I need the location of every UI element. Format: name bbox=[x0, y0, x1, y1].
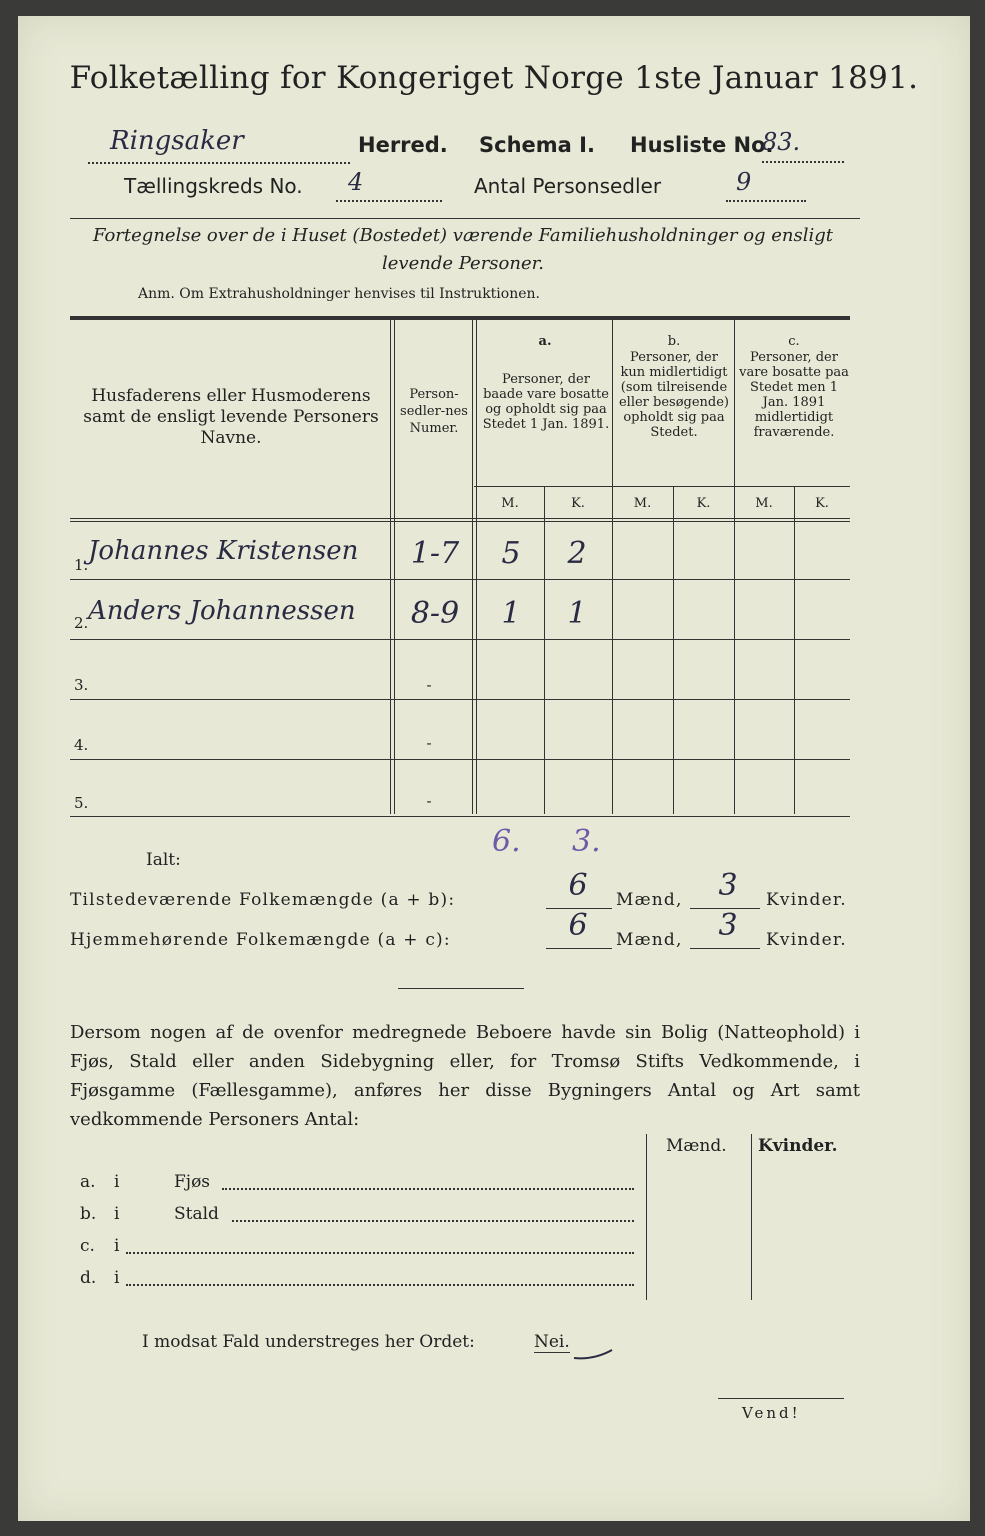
row-number: 2. bbox=[74, 614, 89, 632]
col-line bbox=[794, 486, 795, 814]
header-b-k: K. bbox=[696, 496, 711, 511]
census-form-page bbox=[18, 16, 970, 1521]
ialt-label: Ialt: bbox=[146, 850, 181, 870]
table-head-rule bbox=[70, 518, 850, 519]
row-number: 5. bbox=[74, 794, 89, 812]
bld-label: Fjøs bbox=[174, 1172, 211, 1192]
hjemme-k-line bbox=[690, 948, 760, 949]
row-a-k: 2 bbox=[567, 536, 587, 571]
antal-label: Antal Personsedler bbox=[474, 174, 662, 198]
kreds-label: Tællingskreds No. bbox=[124, 174, 303, 198]
header-names: Husfaderens eller Husmoderens samt de ensligt levende Personers Navne. bbox=[83, 386, 379, 448]
tilstede-m: 6 bbox=[568, 868, 588, 903]
header-numer: Person-sedler-nes Numer. bbox=[400, 387, 468, 436]
husliste-value: 83. bbox=[762, 128, 801, 156]
col-line bbox=[673, 486, 674, 814]
herred-value: Ringsaker bbox=[110, 126, 244, 156]
row-numer: 8-9 bbox=[410, 596, 460, 631]
tilstede-label: Tilstedeværende Folkemængde (a + b): bbox=[70, 890, 456, 910]
col-line bbox=[544, 486, 545, 814]
intro-text: Fortegnelse over de i Huset (Bostedet) værende Familiehusholdninger og ensligt levende Personer. bbox=[92, 225, 834, 274]
hjemme-k: 3 bbox=[718, 908, 738, 943]
row-rule bbox=[70, 816, 850, 817]
bld-letter: b. bbox=[80, 1204, 97, 1224]
vend-rule bbox=[718, 1398, 844, 1399]
ialt-m: 6. bbox=[492, 824, 521, 859]
row-numer: - bbox=[426, 676, 432, 694]
col-maend: Mænd. bbox=[666, 1136, 727, 1156]
kreds-field bbox=[336, 168, 442, 202]
nei-word: Nei. bbox=[534, 1332, 570, 1352]
bld-dotline bbox=[222, 1188, 634, 1190]
table-head-rule-2 bbox=[70, 521, 850, 522]
header-c: Personer, der vare bosatte paa Stedet men 1 Jan. 1891 midlertidigt fraværende. bbox=[739, 350, 849, 440]
header-c-letter: c. bbox=[788, 334, 800, 349]
col-line bbox=[394, 320, 395, 814]
header-c-m: M. bbox=[755, 496, 773, 511]
col-line bbox=[734, 320, 735, 814]
row-rule bbox=[70, 579, 850, 580]
anm-note: Anm. Om Extrahusholdninger henvises til Instruktionen. bbox=[138, 286, 540, 302]
hjemme-m: 6 bbox=[568, 908, 588, 943]
tilstede-kvinder: Kvinder. bbox=[766, 890, 847, 910]
herred-label: Herred. bbox=[358, 133, 448, 157]
tilstede-k: 3 bbox=[718, 868, 738, 903]
bld-i: i bbox=[114, 1204, 120, 1224]
header-a-k: K. bbox=[571, 496, 585, 511]
antal-value: 9 bbox=[736, 168, 752, 196]
divider bbox=[70, 218, 860, 219]
row-rule bbox=[70, 699, 850, 700]
kreds-value: 4 bbox=[348, 168, 364, 196]
bld-letter: c. bbox=[80, 1236, 95, 1256]
schema-label: Schema I. bbox=[479, 133, 595, 157]
row-number: 3. bbox=[74, 676, 89, 694]
row-a-m: 1 bbox=[501, 596, 521, 631]
row-numer: 1-7 bbox=[410, 536, 460, 571]
row-name: Johannes Kristensen bbox=[88, 536, 359, 566]
row-rule bbox=[70, 639, 850, 640]
row-a-m: 5 bbox=[501, 536, 521, 571]
header-b-letter: b. bbox=[667, 334, 681, 349]
vend-label: Vend! bbox=[742, 1404, 801, 1422]
bld-letter: d. bbox=[80, 1268, 97, 1288]
husliste-field bbox=[762, 128, 844, 163]
col-kvinder: Kvinder. bbox=[758, 1136, 838, 1156]
hjemme-kvinder: Kvinder. bbox=[766, 930, 847, 950]
bld-letter: a. bbox=[80, 1172, 96, 1192]
row-numer: - bbox=[426, 792, 432, 810]
row-rule bbox=[70, 759, 850, 760]
header-b-m: M. bbox=[633, 496, 652, 511]
col-line bbox=[612, 320, 613, 814]
hjemme-label: Hjemmehørende Folkemængde (a + c): bbox=[70, 930, 451, 950]
bld-i: i bbox=[114, 1172, 120, 1192]
bld-col-line bbox=[751, 1134, 752, 1300]
bld-i: i bbox=[114, 1268, 120, 1288]
header-b: Personer, der kun midlertidigt (som tilreisende eller besøgende) opholdt sig paa Stedet. bbox=[618, 350, 730, 440]
bld-i: i bbox=[114, 1236, 120, 1256]
ialt-k: 3. bbox=[572, 824, 601, 859]
header-a-letter: a. bbox=[538, 334, 552, 349]
underline-stroke bbox=[572, 1346, 616, 1362]
tilstede-maend: Mænd, bbox=[616, 890, 683, 910]
row-number: 1. bbox=[74, 556, 89, 574]
bld-dotline bbox=[232, 1220, 634, 1222]
header-a: Personer, der baade vare bosatte og opholdt sig paa Stedet 1 Jan. 1891. bbox=[482, 372, 610, 432]
hjemme-m-line bbox=[546, 948, 612, 949]
row-number: 4. bbox=[74, 736, 89, 754]
table-top-rule-2 bbox=[70, 319, 850, 320]
header-a-m: M. bbox=[501, 496, 519, 511]
hjemme-maend: Mænd, bbox=[616, 930, 683, 950]
bld-label: Stald bbox=[174, 1204, 219, 1224]
bld-dotline bbox=[126, 1252, 634, 1254]
buildings-text: Dersom nogen af de ovenfor medregnede Beboere havde sin Bolig (Natteophold) i Fjøs, Stald eller anden Sidebygning eller, for Tromsø Stifts Vedkommende, i Fjøsgamme (Fællesgamme), anføres her disse Bygningers Antal og Art samt vedkommende Personers Antal: bbox=[70, 1022, 860, 1130]
bld-col-line bbox=[646, 1134, 647, 1300]
row-a-k: 1 bbox=[567, 596, 587, 631]
col-line bbox=[472, 320, 473, 814]
husliste-label: Husliste No. bbox=[630, 133, 774, 157]
row-numer: - bbox=[426, 734, 432, 752]
antal-field bbox=[726, 168, 806, 202]
herred-field bbox=[88, 126, 350, 164]
col-line bbox=[476, 320, 477, 814]
row-name: Anders Johannessen bbox=[88, 596, 356, 626]
modsat-text: I modsat Fald understreges her Ordet: bbox=[142, 1332, 475, 1352]
bld-dotline bbox=[126, 1284, 634, 1286]
col-line bbox=[390, 320, 391, 814]
form-title: Folketælling for Kongeriget Norge 1ste Januar 1891. bbox=[69, 60, 919, 96]
header-c-k: K. bbox=[815, 496, 829, 511]
short-divider bbox=[398, 988, 524, 989]
